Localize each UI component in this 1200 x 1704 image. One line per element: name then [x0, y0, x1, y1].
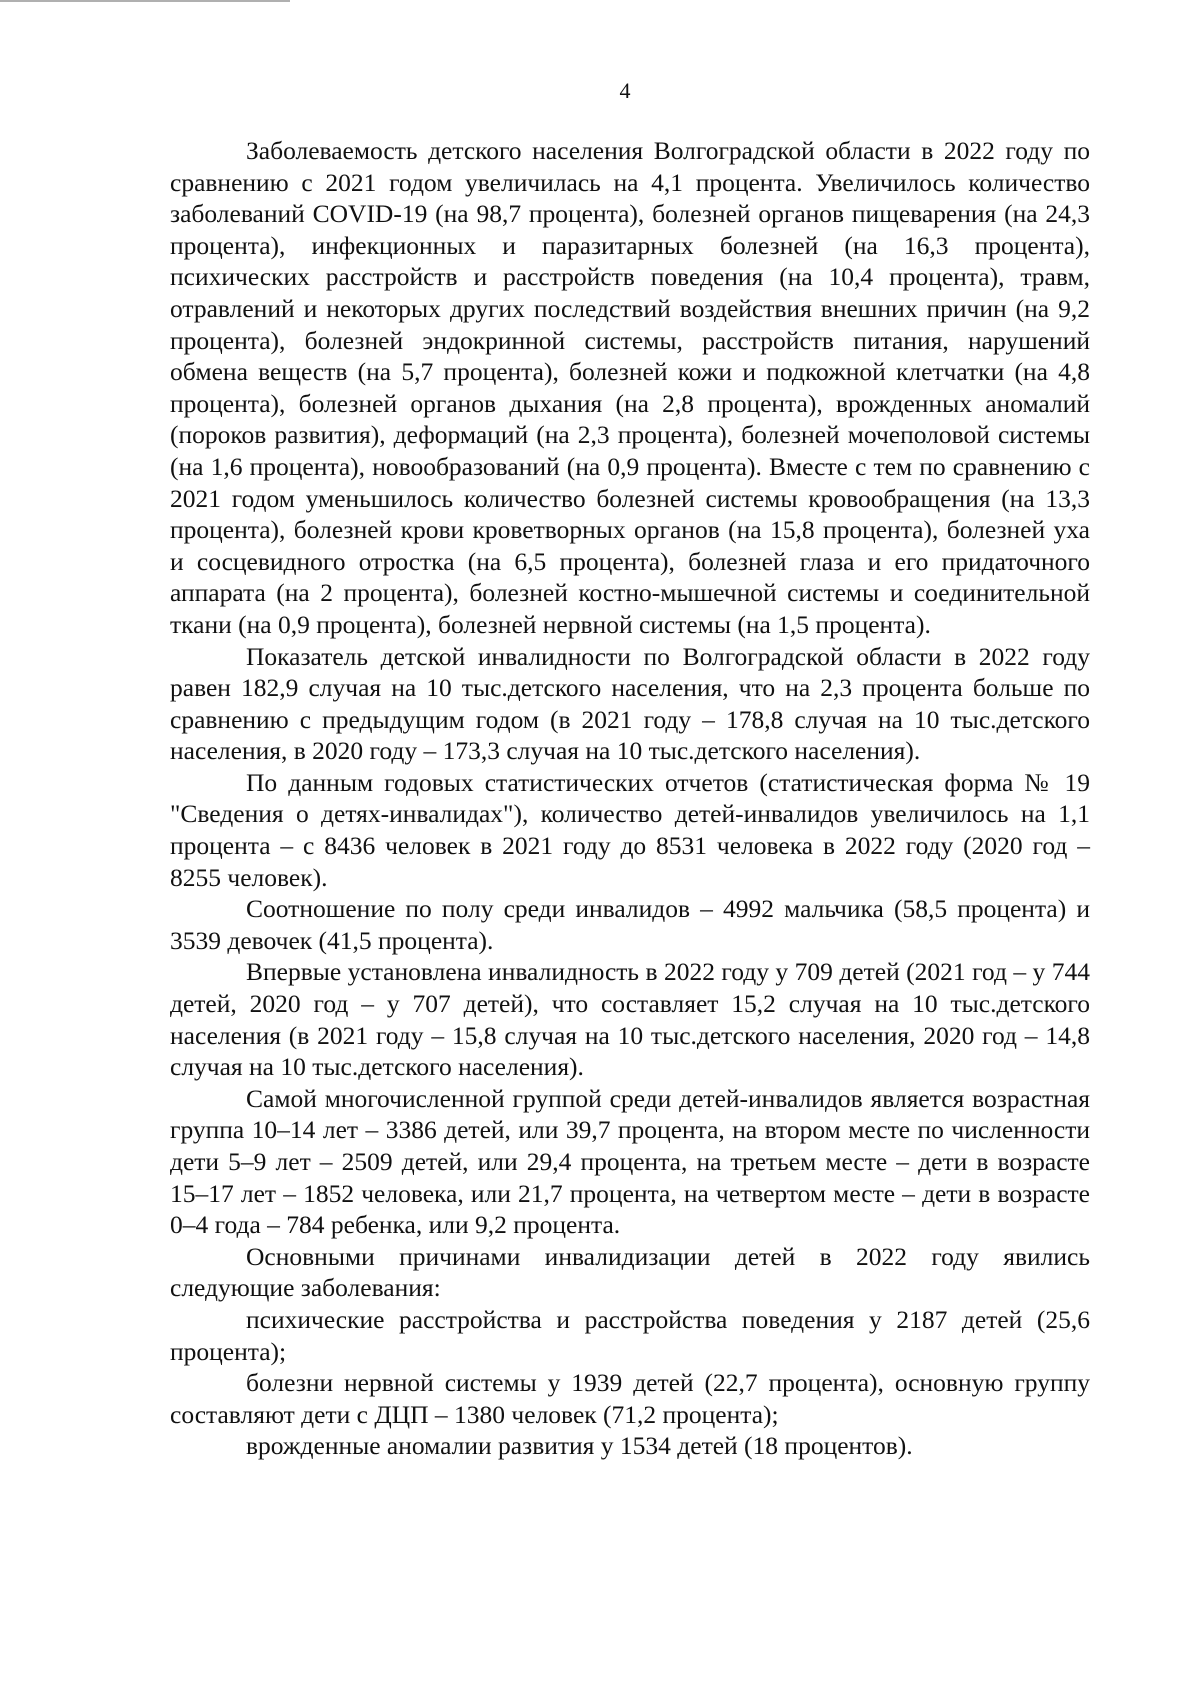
paragraph-cause-nervous-system: болезни нервной системы у 1939 детей (22,7 процента), основную группу составляют дети с ДЦП – 1380 человек (71,2 процента); [170, 1368, 1090, 1429]
paragraph-disability-rate: Показатель детской инвалидности по Волгоградской области в 2022 году равен 182,9 случая на 10 тыс.детского населения, что на 2,3 процента больше по сравнению с предыдущим годом (в 2021 году – 178,8 случая на 10 тыс.детского населения, в 2020 году – 173,3 случая на 10 тыс.детского населения). [170, 641, 1090, 766]
paragraph-age-groups: Самой многочисленной группой среди детей-инвалидов является возрастная группа 10–14 лет – 3386 детей, или 39,7 процента, на втором месте по численности дети 5–9 лет – 2509 детей, или 29,4 процента, на третьем месте – дети в возрасте 15–17 лет – 1852 человека, или 21,7 процента, на четвертом месте – дети в возрасте 0–4 года – 784 ребенка, или 9,2 процента. [170, 1083, 1090, 1240]
paragraph-main-causes-intro: Основными причинами инвалидизации детей в 2022 году явились следующие заболевания: [170, 1241, 1090, 1303]
paragraph-cause-mental-disorders: психические расстройства и расстройства поведения у 2187 детей (25,6 процента); [170, 1304, 1090, 1366]
document-body [170, 135, 1090, 1462]
paragraph-gender-ratio: Соотношение по полу среди инвалидов – 4992 мальчика (58,5 процента) и 3539 девочек (41,5 процента). [170, 894, 1090, 955]
paragraph-morbidity: Заболеваемость детского населения Волгоградской области в 2022 году по сравнению с 2021 годом увеличилась на 4,1 процента. Увеличилось количество заболеваний COVID-19 (на 98,7 процента), болезней органов пищеварения (на 24,3 процента), инфекционных и паразитарных болезней (на 16,3 процента), психических расстройств и расстройств поведения (на 10,4 процента), травм, отравлений и некоторых других последствий воздействия внешних причин (на 9,2 процента), болезней эндокринной системы, расстройств питания, нарушений обмена веществ (на 5,7 процента), болезней кожи и подкожной клетчатки (на 4,8 процента), болезней органов дыхания (на 2,8 процента), врожденных аномалий (пороков развития), деформаций (на 2,3 процента), болезней мочеполовой системы (на 1,6 процента), новообразований (на 0,9 процента). Вместе с тем по сравнению с 2021 годом уменьшилось количество болезней системы кровообращения (на 13,3 процента), болезней крови кроветворных органов (на 15,8 процента), болезней уха и сосцевидного отростка (на 6,5 процента), болезней глаза и его придаточного аппарата (на 2 процента), болезней костно-мышечной системы и соединительной ткани (на 0,9 процента), болезней нервной системы (на 1,5 процента). [170, 136, 1090, 639]
page-number: 4 [619, 78, 631, 103]
paragraph-disabled-children-count: По данным годовых статистических отчетов (статистическая форма № 19 "Сведения о детях-инвалидах"), количество детей-инвалидов увеличилось на 1,1 процента – с 8436 человек в 2021 году до 8531 человека в 2022 году (2020 год – 8255 человек). [170, 767, 1090, 892]
scan-edge-line [0, 0, 290, 2]
paragraph-first-time-disability: Впервые установлена инвалидность в 2022 году у 709 детей (2021 год – у 744 детей, 2020 год – у 707 детей), что составляет 15,2 случая на 10 тыс.детского населения (в 2021 году – 15,8 случая на 10 тыс.детского населения, 2020 год – 14,8 случая на 10 тыс.детского населения). [170, 957, 1090, 1082]
paragraph-cause-congenital-anomalies: врожденные аномалии развития у 1534 детей (18 процентов). [246, 1431, 913, 1461]
